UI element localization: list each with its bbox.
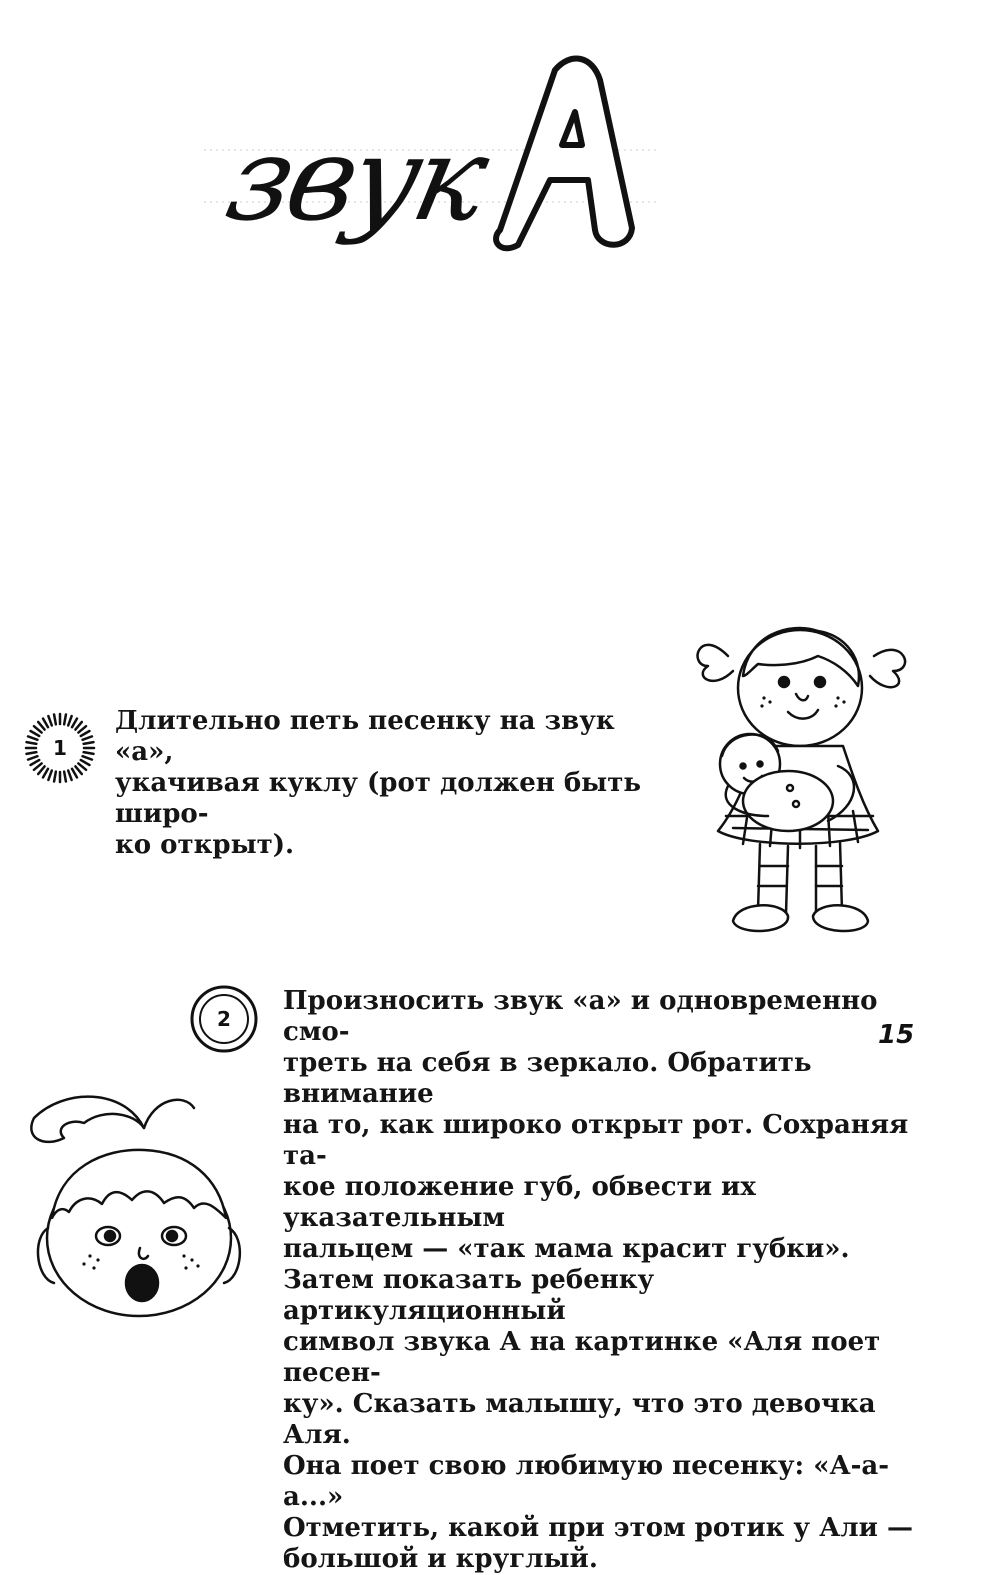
task-2-line: Затем показать ребенку артикуляционный xyxy=(283,1265,655,1326)
singing-face-icon xyxy=(24,1088,252,1328)
task-2-badge xyxy=(189,984,259,1054)
task-2-number: 2 xyxy=(217,1007,231,1031)
task-1 xyxy=(115,706,675,861)
task-2-line: треть на себя в зеркало. Обратить внимание xyxy=(283,1048,812,1109)
task-2-text xyxy=(283,986,923,1575)
page-number: 15 xyxy=(878,1020,915,1050)
task-1-line: укачивая куклу (рот должен быть широ- xyxy=(115,768,642,829)
task-2-line: Отметить, какой при этом ротик у Али — xyxy=(283,1513,913,1543)
task-1-line: ко открыт). xyxy=(115,830,295,860)
title xyxy=(200,40,660,270)
task-1-badge xyxy=(24,712,96,784)
script-word: звук xyxy=(215,112,496,247)
task-2 xyxy=(283,986,923,1575)
task-2-line: символ звука А на картинке «Аля поет песен- xyxy=(283,1327,881,1388)
task-2-line: кое положение губ, обвести их указательным xyxy=(283,1172,756,1233)
task-2-line: Произносить звук «а» и одновременно смо- xyxy=(283,986,878,1047)
task-2-line: Она поет свою любимую песенку: «А-а-а...» xyxy=(283,1451,890,1512)
task-1-text xyxy=(115,706,675,861)
task-2-line: большой и круглый. xyxy=(283,1544,598,1574)
task-2-line: ку». Сказать малышу, что это девочка Аля. xyxy=(283,1389,876,1450)
task-2-line: на то, как широко открыт рот. Сохраняя та- xyxy=(283,1110,909,1171)
task-1-line: Длительно петь песенку на звук «а», xyxy=(115,706,615,767)
task-1-number: 1 xyxy=(53,736,67,760)
task-2-line: пальцем — «так мама красит губки». xyxy=(283,1234,850,1264)
girl-with-doll-icon xyxy=(688,616,916,956)
